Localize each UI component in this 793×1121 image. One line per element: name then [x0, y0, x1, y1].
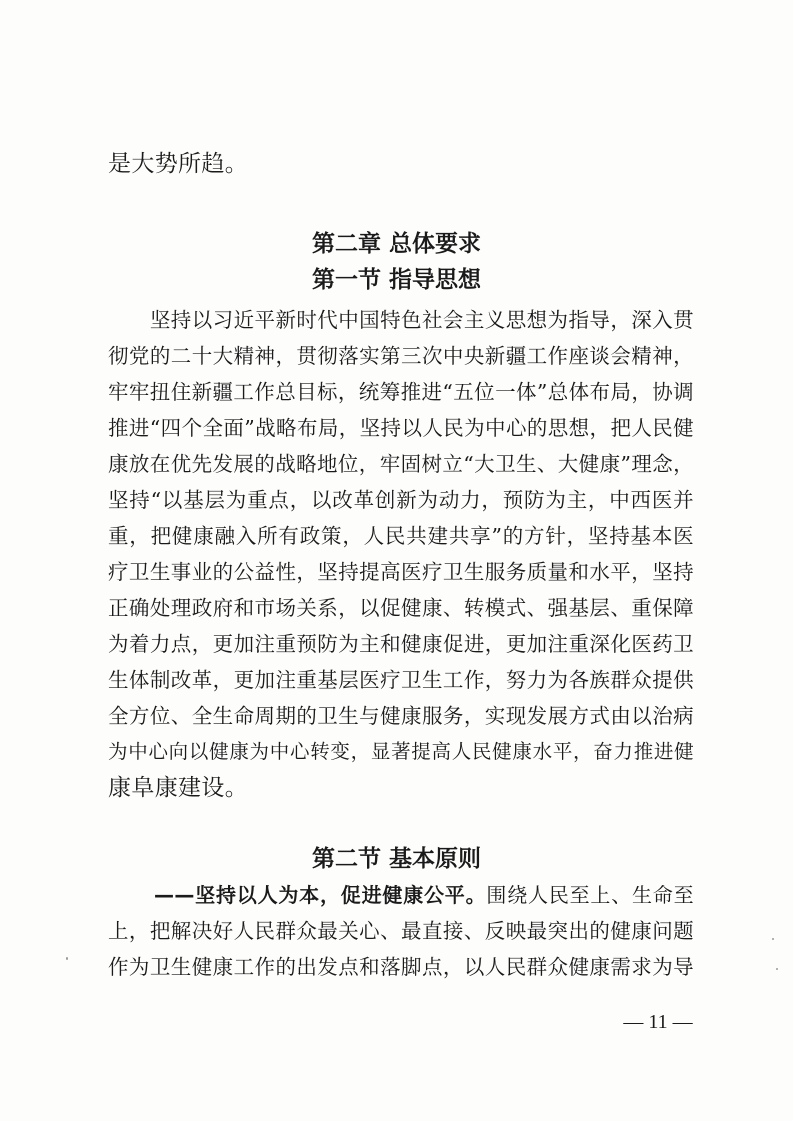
paragraph-line: 坚持“以基层为重点，以改革创新为动力，预防为主，中西医并	[108, 488, 694, 512]
paragraph-line: 为着力点，更加注重预防为主和健康促进，更加注重深化医药卫	[108, 632, 694, 656]
paragraph-line: 牢牢扭住新疆工作总目标，统筹推进“五位一体”总体布局，协调	[108, 380, 694, 404]
principle-first-line	[108, 881, 694, 909]
paragraph-line: 上，把解决好人民群众最关心、最直接、反映最突出的健康问题	[108, 919, 694, 943]
paragraph-line: 生体制改革，更加注重基层医疗卫生工作，努力为各族群众提供	[108, 668, 694, 692]
paragraph-line: 康阜康建设。	[108, 775, 249, 801]
chapter-title: 第二章 总体要求	[311, 231, 481, 257]
paragraph-line: 正确处理政府和市场关系，以促健康、转模式、强基层、重保障	[108, 596, 694, 620]
continuation-line: 是大势所趋。	[108, 151, 249, 177]
paragraph-line: 彻党的二十大精神，贯彻落实第三次中央新疆工作座谈会精神，	[108, 344, 694, 368]
section-title-guiding-ideology: 第一节 指导思想	[311, 267, 481, 293]
page-number: — 11 —	[623, 1011, 693, 1033]
principle-text: 围绕人民至上、生命至	[486, 883, 694, 907]
scan-speck	[772, 938, 774, 940]
paragraph-line: 推进“四个全面”战略布局，坚持以人民为中心的思想，把人民健	[108, 416, 694, 440]
section-title-basic-principles: 第二节 基本原则	[311, 846, 481, 872]
paragraph-line: 重，把健康融入所有政策，人民共建共享”的方针，坚持基本医	[108, 524, 694, 548]
scan-speck	[776, 968, 778, 970]
scan-speck	[66, 957, 68, 960]
paragraph-line: 康放在优先发展的战略地位，牢固树立“大卫生、大健康”理念，	[108, 452, 694, 476]
paragraph-line: 疗卫生事业的公益性，坚持提高医疗卫生服务质量和水平，坚持	[108, 560, 694, 584]
paragraph-line: 坚持以习近平新时代中国特色社会主义思想为指导，深入贯	[108, 308, 694, 332]
principle-heading: ——坚持以人为本，促进健康公平。	[154, 883, 487, 907]
paragraph-line: 全方位、全生命周期的卫生与健康服务，实现发展方式由以治病	[108, 704, 694, 728]
paragraph-line: 为中心向以健康为中心转变，显著提高人民健康水平，奋力推进健	[108, 740, 694, 763]
paragraph-line: 作为卫生健康工作的出发点和落脚点，以人民群众健康需求为导	[108, 955, 694, 979]
